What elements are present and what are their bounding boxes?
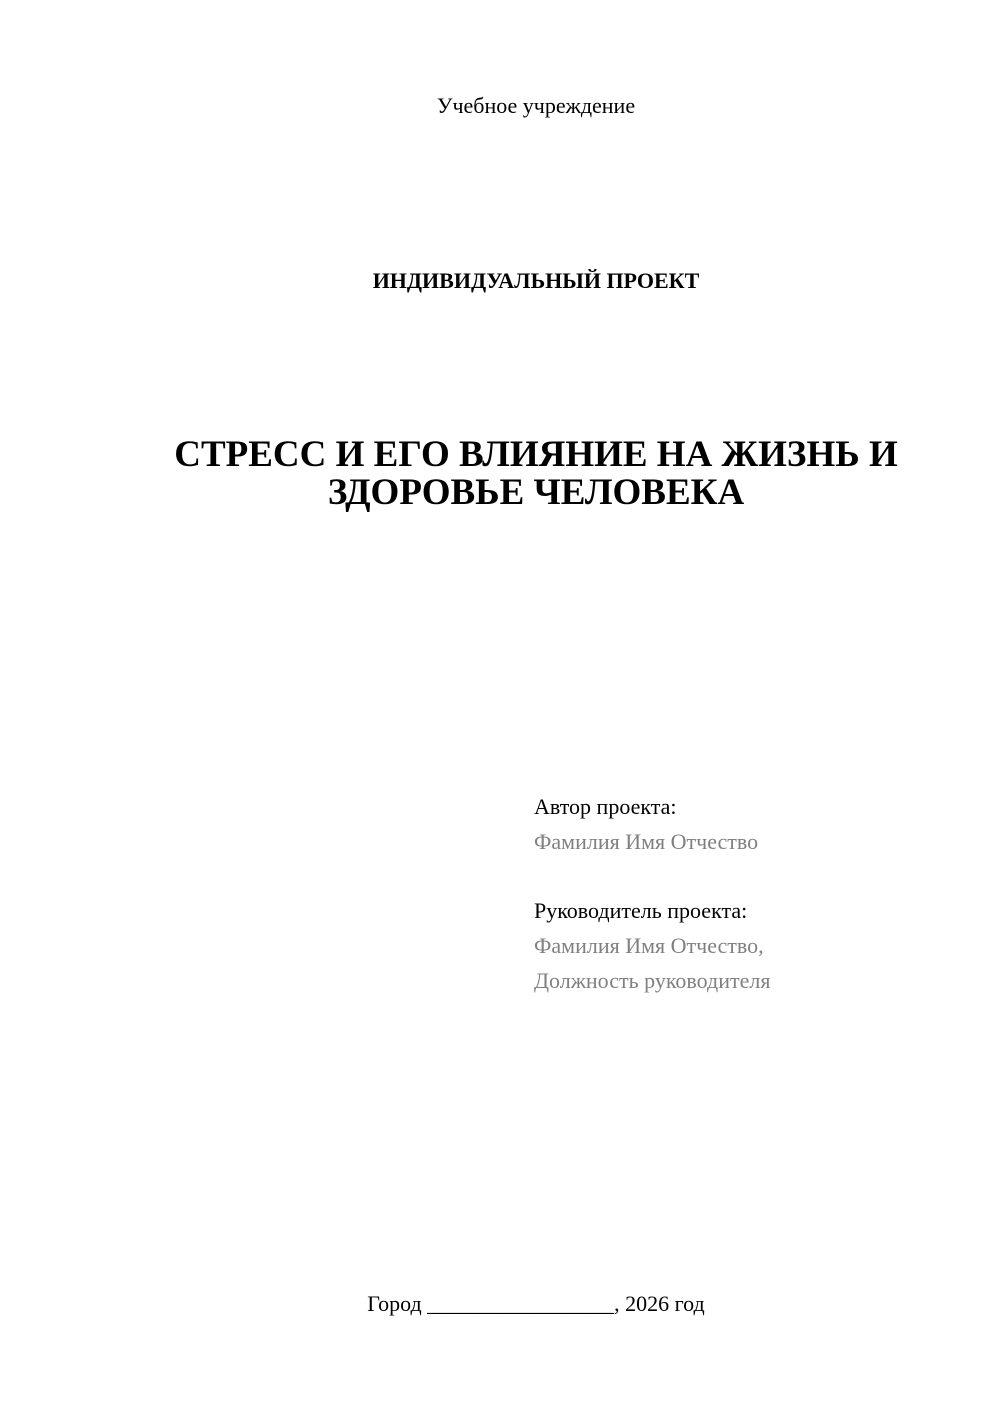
project-title <box>120 436 952 512</box>
info-spacer <box>534 859 974 893</box>
supervisor-label: Руководитель проекта: <box>534 898 748 923</box>
project-title-line-1: СТРЕСС И ЕГО ВЛИЯНИЕ НА ЖИЗНЬ И <box>174 434 898 475</box>
project-title-line-2: ЗДОРОВЬЕ ЧЕЛОВЕКА <box>327 472 745 513</box>
project-type: ИНДИВИДУАЛЬНЫЙ ПРОЕКТ <box>372 268 700 293</box>
supervisor-position: Должность руководителя <box>534 968 771 993</box>
institution-name: Учебное учреждение <box>436 93 636 118</box>
author-name: Фамилия Имя Отчество <box>534 829 759 854</box>
city-year-line: Город _________________, 2026 год <box>367 1291 705 1316</box>
project-info-block <box>534 789 974 998</box>
author-label: Автор проекта: <box>534 794 677 819</box>
supervisor-name: Фамилия Имя Отчество, <box>534 933 764 958</box>
